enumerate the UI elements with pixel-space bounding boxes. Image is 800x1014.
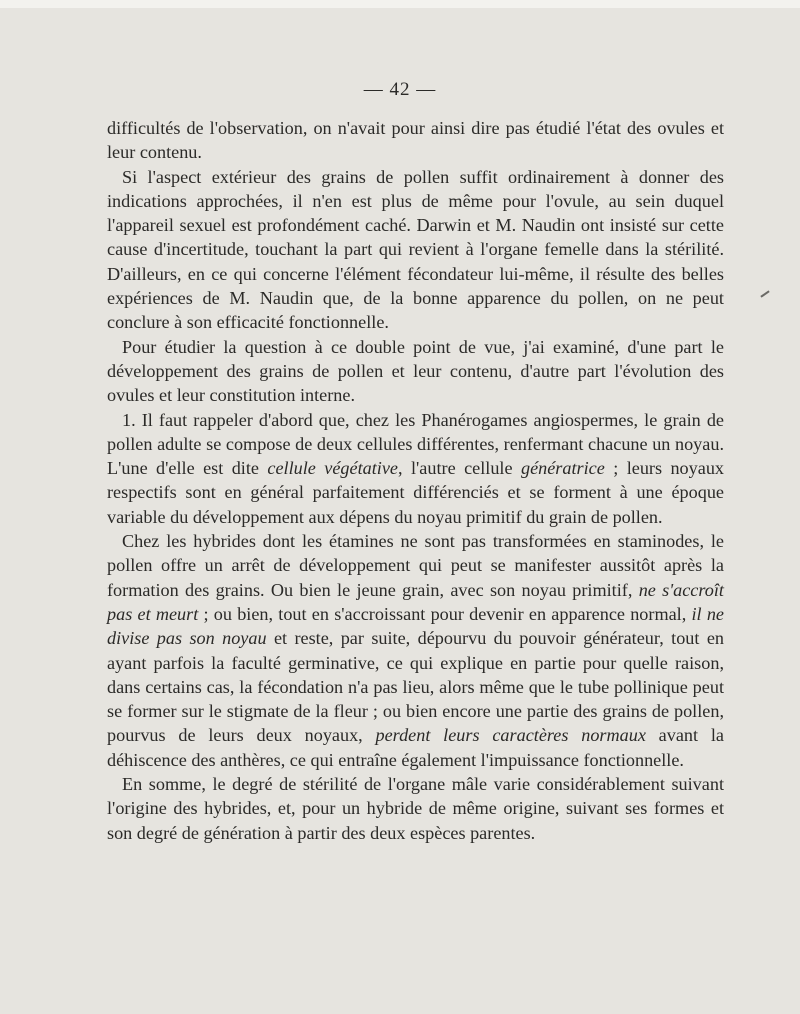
text-run: ; leurs noyaux respectifs sont en général parfaitement différenciés et se forment à une époque variable du développement aux dépens du noyau primitif du grain de pollen. [107,458,725,527]
margin-mark [760,290,769,297]
text-run: En somme, le degré de stérilité de l'organe mâle varie considérablement suivant l'origine des hybrides, et, pour un hybride de même origine, suivant ses formes et son degré de génération à partir des deux espèces parentes. [107,774,724,843]
paragraph [107,529,724,772]
paragraph [107,116,724,165]
text-run: , l'autre cellule [398,458,521,479]
italic-phrase: perdent leurs caractères normaux [375,725,646,746]
text-run: difficultés de l'observation, on n'avait pour ainsi dire pas étudié l'état des ovules et leur contenu. [107,118,724,163]
italic-phrase: ne s'accroît pas et meurt [107,579,724,624]
text-run: et reste, par suite, dépourvu du pouvoir générateur, tout en ayant parfois la faculté germinative, ce qui explique en partie pour quelle raison, dans certains cas, la fécondation n'a pas lieu, alors même que le tube pollinique peut se former sur le stigmate de la fleur ; ou bien encore une partie des grains de pollen, pourvus de leurs deux noyaux, [107,628,724,746]
paragraph [107,772,724,845]
text-run: 1. Il faut rappeler d'abord que, chez les Phanérogames angiospermes, le grain de pollen adulte se compose de deux cellules différentes, renfermant chacune un noyau. L'une d'elle est dite [107,409,724,479]
italic-phrase: génératrice [520,458,605,479]
paragraph [107,335,724,408]
paragraph [107,408,724,529]
italic-phrase: cellule végétative [267,458,399,479]
text-run: Si l'aspect extérieur des grains de pollen suffit ordinairement à donner des indications approchées, il n'en est plus de même pour l'ovule, au sein duquel l'appareil sexuel est profondément caché. Darwin et M. Naudin ont insisté sur cette cause d'incertitude, touchant la part qui revient à l'organe femelle dans la stérilité. D'ailleurs, en ce qui concerne l'élément fécondateur lui-même, il résulte des belles expériences de M. Naudin que, de la bonne apparence du pollen, on ne peut conclure à son efficacité fonctionnelle. [107,166,724,333]
italic-phrase: il ne divise pas son noyau [107,603,724,649]
paragraph [107,165,724,335]
page-top-edge [0,0,800,8]
body-text [107,116,724,845]
text-run: avant la déhiscence des anthères, ce qui entraîne également l'impuissance fonctionnelle. [107,725,724,770]
page-number: — 42 — [363,79,437,100]
text-run: Chez les hybrides dont les étamines ne sont pas transformées en staminodes, le pollen offre un arrêt de développement qui peut se manifester aussitôt après la formation des grains. Ou bien le jeune grain, avec son noyau primitif, [107,531,724,600]
text-run: Pour étudier la question à ce double point de vue, j'ai examiné, d'une part le développement des grains de pollen et leur contenu, d'autre part l'évolution des ovules et leur constitution interne. [107,336,724,406]
text-run: ; ou bien, tout en s'accroissant pour devenir en apparence normal, [198,603,692,624]
